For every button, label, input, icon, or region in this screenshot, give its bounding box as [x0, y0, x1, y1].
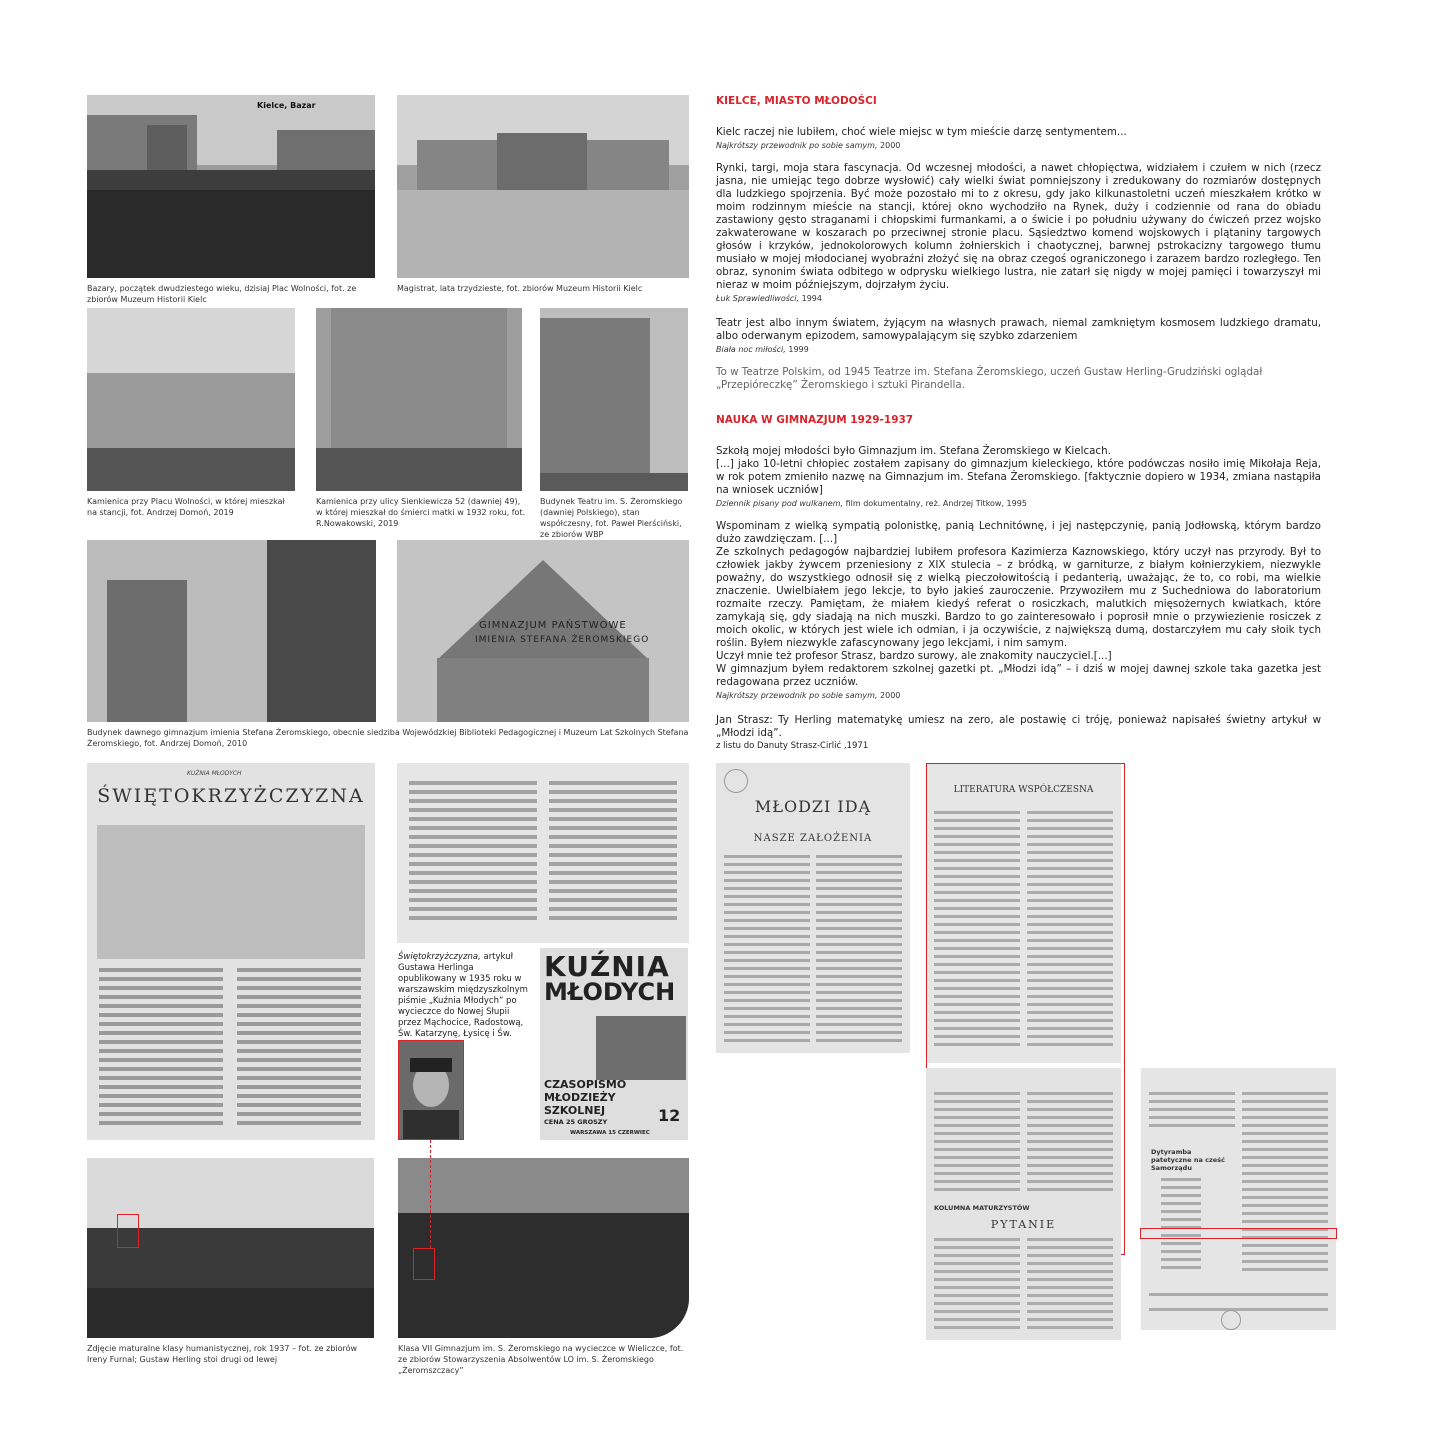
photo-bazar	[87, 95, 375, 278]
pytanie-title: PYTANIE	[990, 1218, 1057, 1231]
note-list: z listu do Danuty Strasz-Cirlić ,1971	[716, 741, 869, 751]
literatura-title: LITERATURA WSPÓŁCZESNA	[953, 785, 1094, 795]
kuznia-title-2: MŁODYCH	[544, 978, 676, 1006]
scan-swietokrzyzczyzna	[87, 763, 375, 1140]
portrait-highlight	[398, 1040, 464, 1140]
photo-kamienica-sienkiewicza	[316, 308, 522, 491]
source-4-year: film dokumentalny, reż. Andrzej Titkow, 1995	[843, 499, 1027, 508]
kuznia-number: 12	[658, 1106, 681, 1125]
heading-gimnazjum: NAUKA W GIMNAZJUM 1929-1937	[716, 414, 914, 426]
quote-gimnazjum-2: [...] jako 10-letni chłopiec zostałem zapisany do gimnazjum kieleckiego, które podówczas nosiło imię Mikołaja Reja, w rok potem zmieniło nazwę na Gimnazjum im. Stefana Żeromskiego. [faktycznie dopiero w 1934, zmiana nastąpiła na wniosek uczniów]	[716, 458, 1321, 496]
photo-maturalne	[87, 1158, 374, 1338]
caption-teatr: Budynek Teatru im. S. Żeromskiego (dawniej Polskiego), stan współczesny, fot. Paweł Pierściński, ze zbiorów WBP	[540, 497, 683, 539]
kuznia-photo	[596, 1016, 686, 1080]
photo-kamienica-plac	[87, 308, 295, 491]
source-5-title: Najkrótszy przewodnik po sobie samym,	[716, 691, 878, 700]
quote-kaznowski: Ze szkolnych pedagogów najbardziej lubiłem profesora Kazimierza Kaznowskiego, który uczył nas przyrody. Był to człowiek jakby żywcem przeniesiony z XIX stulecia – z bródką, w garniturze, z białym kołnierzykiem, niezwykle poważny, do wszystkiego odnosił się z wielką pieczołowitością i pedanterią, uważając, że to, co robi, ma wielkie znaczenie. Uwielbiałem jego lekcje, to było jakieś zauroczenie. Przywoziłem mu z Suchedniowa do laboratorium rozmaite rzeczy. Pamiętam, że miałem kiedyś referat o rosiczkach, malutkich mięsożernych kwiatkach, które zamykają się, gdy siadają na nich muszki. Bardzo to go zainteresowało i poprosił mnie o przywiezienie rosiczek z moich okolic, w których jest wiele ich odmian, i ja oczywiście, z największą dumą, dostarczyłem mu cały słoik tych roślin. Byłem niezwykle zafascynowany jego lekcjami, i nim samym.	[716, 546, 1321, 649]
source-5	[716, 689, 1321, 702]
quote-gimnazjum-1: Szkołą mojej młodości było Gimnazjum im. Stefana Żeromskiego w Kielcach.	[716, 445, 1111, 457]
connector-line	[430, 1140, 431, 1248]
scan-mlodzi-ida-cover	[716, 763, 910, 1053]
source-2-title: Łuk Sprawiedliwości,	[716, 294, 800, 303]
scan-dytyramb	[1141, 1068, 1336, 1330]
gimnazjum-sign-line2: IMIENIA STEFANA ŻEROMSKIEGO	[475, 635, 650, 645]
source-1-title: Najkrótszy przewodnik po sobie samym,	[716, 141, 878, 150]
caption-swietokrzyzczyzna	[398, 952, 530, 1051]
quote-teatr: Teatr jest albo innym światem, żyjącym na własnych prawach, niemal zamkniętym kosmosem ludzkiego dramatu, albo oderwanym epizodem, samowypalającym się szybko zdarzeniem	[716, 317, 1321, 342]
caption-kamienica-sienkiewicza: Kamienica przy ulicy Sienkiewicza 52 (dawniej 49), w której mieszkał do śmierci matki w 1932 roku, fot. R.Nowakowski, 2019	[316, 497, 526, 528]
quote-kielce-1: Kielc raczej nie lubiłem, choć wiele miejsc w tym mieście darzę sentymentem...	[716, 126, 1127, 138]
dytyramb-title: Dytyramba patetyczne na cześć Samorządu	[1151, 1148, 1225, 1172]
photo-teatr	[540, 308, 688, 491]
source-2	[716, 292, 1321, 305]
kolumna-title: KOLUMNA MATURZYSTÓW	[934, 1204, 1030, 1212]
source-1	[716, 139, 1321, 152]
source-1-year: 2000	[877, 141, 901, 150]
source-3-title: Biała noc miłości,	[716, 345, 786, 354]
klasa-vii-highlight	[413, 1248, 435, 1280]
source-2-year: 1994	[799, 294, 822, 303]
photo-gimnazjum-fasada	[397, 540, 689, 722]
kuznia-sub-3: SZKOLNEJ	[544, 1104, 606, 1117]
dytyramb-highlight	[1140, 1228, 1337, 1239]
kuznia-sub-1: CZASOPISMO	[544, 1078, 627, 1091]
kuznia-bottom: WARSZAWA 15 CZERWIEC	[570, 1130, 650, 1136]
dytyramb-stamp	[1221, 1310, 1241, 1330]
quote-polonistka: Wspominam z wielką sympatią polonistkę, panią Lechnitównę, i jej następczynię, panią Jodłowską, którym bardzo dużo zawdzięczam. [...]	[716, 520, 1321, 545]
mlodzi-title: MŁODZI IDĄ	[754, 797, 872, 816]
caption-klasa-vii: Klasa VII Gimnazjum im. S. Żeromskiego na wycieczce w Wieliczce, fot. ze zbiorów Stowarzyszenia Absolwentów LO im. S. Żeromskiego „Żeromszczacy”	[398, 1344, 684, 1375]
caption-swieto-rest: artykuł Gustawa Herlinga opublikowany w 1935 roku w warszawskim międzyszkolnym piśmie „Kuźnia Młodych” po wycieczce do Nowej Słupii przez Mąchocice, Radostową, Św. Katarzynę, Łysicę i Św.	[398, 952, 528, 1039]
source-3-year: 1999	[785, 345, 809, 354]
source-3	[716, 343, 1321, 356]
quote-gazetka: W gimnazjum byłem redaktorem szkolnej gazetki pt. „Młodzi idą” – i dziś w mojej dawnej szkole taka gazetka jest redagowana przez uczniów.	[716, 663, 1321, 688]
scan-kuznia-page7	[397, 763, 689, 943]
caption-maturalne: Zdjęcie maturalne klasy humanistycznej, rok 1937 – fot. ze zbiorów Ireny Furnal; Gustaw Herling stoi drugi od lewej	[87, 1344, 358, 1364]
caption-magistrat: Magistrat, lata trzydzieste, fot. zbiorów Muzeum Historii Kielc	[397, 284, 643, 293]
heading-kielce: KIELCE, MIASTO MŁODOŚCI	[716, 95, 877, 107]
swieto-scan-header: KUŹNIA MŁODYCH	[187, 770, 242, 777]
photo-magistrat	[397, 95, 689, 278]
scan-kolumna-maturzystow	[926, 1068, 1121, 1340]
article	[716, 95, 1321, 753]
swieto-scan-title: ŚWIĘTOKRZYŻCZYZNA	[97, 785, 365, 807]
note-teatr: To w Teatrze Polskim, od 1945 Teatrze im. Stefana Żeromskiego, uczeń Gustaw Herling-Grudziński oglądał „Przepióreczkę” Żeromskiego i sztuki Pirandella.	[716, 366, 1263, 391]
scan-kuznia-mlodych-cover	[540, 948, 688, 1140]
caption-kamienica-plac: Kamienica przy Placu Wolności, w której mieszkał na stancji, fot. Andrzej Domoń, 2019	[87, 497, 285, 517]
source-4	[716, 497, 1321, 510]
photo-gimnazjum-drzewa	[87, 540, 376, 722]
caption-gimnazjum: Budynek dawnego gimnazjum imienia Stefana Żeromskiego, obecnie siedziba Wojewódzkiej Biblioteki Pedagogicznej i Muzeum Lat Szkolnych Stefana Żeromskiego, fot. Andrzej Domoń, 2010	[87, 728, 689, 748]
kuznia-title-1: KUŹNIA	[544, 950, 670, 983]
quote-jan-strasz: Jan Strasz: Ty Herling matematykę umiesz na zero, ale postawię ci tróję, ponieważ napisałeś świetny artykuł w „Młodzi idą”.	[716, 714, 1321, 739]
bazar-label: Kielce, Bazar	[257, 101, 316, 110]
quote-rynki: Rynki, targi, moja stara fascynacja. Od wczesnej młodości, a nawet chłopięctwa, widziałem i czułem w nich (rzecz jasna, nie umiejąc tego dobrze wysłowić) cały wielki świat pomniejszony i zredukowany do rozmiarów dostępnych dla ludzkiego spojrzenia. Być może pozostało mi to z okresu, gdy jako kilkunastoletni uczeń mieszkałem krótko w moim rodzinnym mieście na stancji, której okno wychodziło na Rynek, duży i codziennie od rana do obiadu zastawiony gęsto straganami i chłopskimi furmankami, a o świcie i po południu używany do ćwiczeń przez wojsko zakwaterowane w koszarach po przeciwnej stronie placu. Sąsiedztwo komend wojskowych i plątaniny targowych głosów i krzyków, jednokolorowych kolumn żołnierskich i chaotycznej, barwnej pstrokacizny targowego tłumu musiało w mojej młodocianej wyobraźni złożyć się na obraz czegoś ograniczonego i zarazem bardzo rozległego. Ten obraz, synonim świata odbitego w odprysku wielkiego lustra, nie zatarł się nigdy w mojej pamięci i towarzyszył mi nieraz w moim późniejszym, dojrzałym życiu.	[716, 162, 1321, 291]
caption-bazar: Bazary, początek dwudziestego wieku, dzisiaj Plac Wolności, fot. ze zbiorów Muzeum Historii Kielc	[87, 284, 357, 304]
photo-klasa-vii	[398, 1158, 689, 1338]
kuznia-price: CENA 25 GROSZY	[544, 1118, 608, 1126]
source-4-title: Dziennik pisany pod wulkanem,	[716, 499, 844, 508]
kuznia-sub-2: MŁODZIEŻY	[544, 1091, 616, 1104]
caption-swieto-title: Świętokrzyżczyzna,	[398, 952, 481, 962]
mlodzi-subtitle: NASZE ZAŁOŻENIA	[753, 833, 873, 844]
maturalne-highlight	[117, 1214, 139, 1248]
quote-strasz: Uczył mnie też profesor Strasz, bardzo surowy, ale znakomity nauczyciel.[...]	[716, 650, 1112, 662]
gimnazjum-sign-line1: GIMNAZJUM PAŃSTWOWE	[479, 620, 627, 631]
source-5-year: 2000	[877, 691, 901, 700]
